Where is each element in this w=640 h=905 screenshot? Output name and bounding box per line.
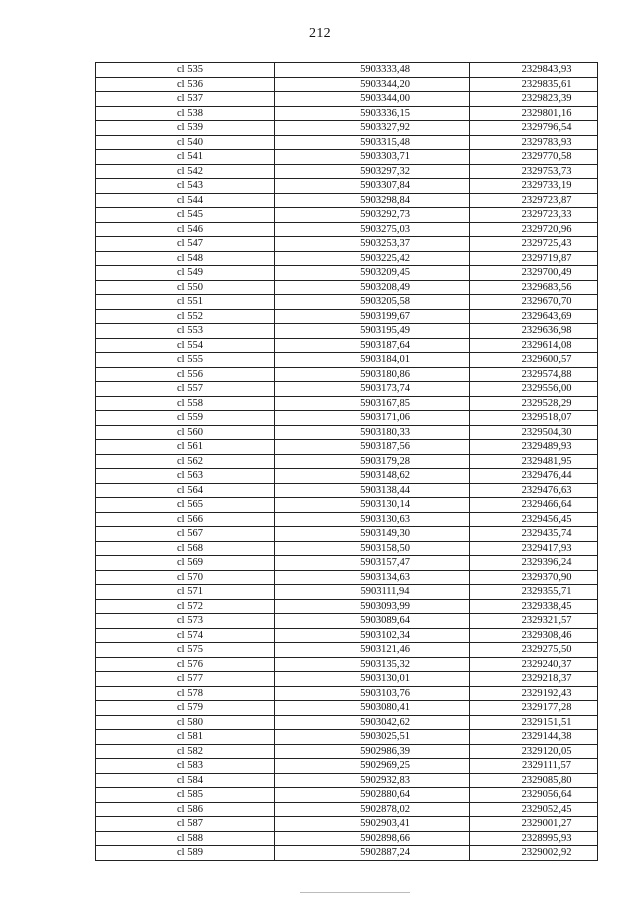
y-coordinate-cell: 2329056,64 (470, 788, 598, 803)
y-coordinate-cell: 2329753,73 (470, 164, 598, 179)
x-coordinate-cell: 5903135,32 (275, 657, 470, 672)
point-id-cell: cl 557 (96, 382, 275, 397)
y-coordinate-cell: 2329240,37 (470, 657, 598, 672)
point-id-cell: cl 579 (96, 701, 275, 716)
y-coordinate-cell: 2329643,69 (470, 309, 598, 324)
y-coordinate-cell: 2329835,61 (470, 77, 598, 92)
table-row (96, 672, 598, 687)
table-row (96, 788, 598, 803)
table-row (96, 715, 598, 730)
y-coordinate-cell: 2329823,39 (470, 92, 598, 107)
point-id-cell: cl 588 (96, 831, 275, 846)
y-coordinate-cell: 2329801,16 (470, 106, 598, 121)
y-coordinate-cell: 2329002,92 (470, 846, 598, 861)
x-coordinate-cell: 5903138,44 (275, 483, 470, 498)
table-row (96, 744, 598, 759)
table-row (96, 469, 598, 484)
point-id-cell: cl 562 (96, 454, 275, 469)
y-coordinate-cell: 2329370,90 (470, 570, 598, 585)
y-coordinate-cell: 2329111,57 (470, 759, 598, 774)
table-row (96, 643, 598, 658)
page-number: 212 (309, 26, 331, 41)
x-coordinate-cell: 5902932,83 (275, 773, 470, 788)
y-coordinate-cell: 2329476,63 (470, 483, 598, 498)
coordinates-table-body (96, 63, 598, 861)
point-id-cell: cl 553 (96, 324, 275, 339)
x-coordinate-cell: 5903344,00 (275, 92, 470, 107)
y-coordinate-cell: 2329556,00 (470, 382, 598, 397)
y-coordinate-cell: 2329700,49 (470, 266, 598, 281)
x-coordinate-cell: 5903134,63 (275, 570, 470, 585)
y-coordinate-cell: 2329481,95 (470, 454, 598, 469)
x-coordinate-cell: 5903187,64 (275, 338, 470, 353)
point-id-cell: cl 561 (96, 440, 275, 455)
x-coordinate-cell: 5903148,62 (275, 469, 470, 484)
y-coordinate-cell: 2329321,57 (470, 614, 598, 629)
y-coordinate-cell: 2329733,19 (470, 179, 598, 194)
table-row (96, 454, 598, 469)
point-id-cell: cl 587 (96, 817, 275, 832)
point-id-cell: cl 538 (96, 106, 275, 121)
table-row (96, 527, 598, 542)
y-coordinate-cell: 2329218,37 (470, 672, 598, 687)
x-coordinate-cell: 5903180,33 (275, 425, 470, 440)
table-row (96, 556, 598, 571)
table-row (96, 585, 598, 600)
y-coordinate-cell: 2329085,80 (470, 773, 598, 788)
x-coordinate-cell: 5902878,02 (275, 802, 470, 817)
point-id-cell: cl 568 (96, 541, 275, 556)
y-coordinate-cell: 2329052,45 (470, 802, 598, 817)
point-id-cell: cl 560 (96, 425, 275, 440)
x-coordinate-cell: 5903209,45 (275, 266, 470, 281)
table-row (96, 498, 598, 513)
table-row (96, 324, 598, 339)
x-coordinate-cell: 5903180,86 (275, 367, 470, 382)
x-coordinate-cell: 5903344,20 (275, 77, 470, 92)
point-id-cell: cl 540 (96, 135, 275, 150)
y-coordinate-cell: 2329574,88 (470, 367, 598, 382)
table-row (96, 396, 598, 411)
x-coordinate-cell: 5903158,50 (275, 541, 470, 556)
y-coordinate-cell: 2329275,50 (470, 643, 598, 658)
point-id-cell: cl 559 (96, 411, 275, 426)
point-id-cell: cl 545 (96, 208, 275, 223)
point-id-cell: cl 570 (96, 570, 275, 585)
table-row (96, 846, 598, 861)
table-row (96, 831, 598, 846)
point-id-cell: cl 563 (96, 469, 275, 484)
table-row (96, 614, 598, 629)
point-id-cell: cl 541 (96, 150, 275, 165)
x-coordinate-cell: 5903111,94 (275, 585, 470, 600)
x-coordinate-cell: 5903307,84 (275, 179, 470, 194)
table-row (96, 121, 598, 136)
x-coordinate-cell: 5903297,32 (275, 164, 470, 179)
y-coordinate-cell: 2329355,71 (470, 585, 598, 600)
x-coordinate-cell: 5903327,92 (275, 121, 470, 136)
table-row (96, 135, 598, 150)
table-row (96, 106, 598, 121)
y-coordinate-cell: 2329600,57 (470, 353, 598, 368)
table-row (96, 367, 598, 382)
table-row (96, 280, 598, 295)
point-id-cell: cl 576 (96, 657, 275, 672)
point-id-cell: cl 556 (96, 367, 275, 382)
y-coordinate-cell: 2329770,58 (470, 150, 598, 165)
y-coordinate-cell: 2329456,45 (470, 512, 598, 527)
table-row (96, 686, 598, 701)
point-id-cell: cl 564 (96, 483, 275, 498)
point-id-cell: cl 582 (96, 744, 275, 759)
point-id-cell: cl 543 (96, 179, 275, 194)
y-coordinate-cell: 2329308,46 (470, 628, 598, 643)
y-coordinate-cell: 2329528,29 (470, 396, 598, 411)
table-row (96, 541, 598, 556)
table-row (96, 802, 598, 817)
y-coordinate-cell: 2329151,51 (470, 715, 598, 730)
y-coordinate-cell: 2329783,93 (470, 135, 598, 150)
point-id-cell: cl 584 (96, 773, 275, 788)
y-coordinate-cell: 2329396,24 (470, 556, 598, 571)
x-coordinate-cell: 5903130,14 (275, 498, 470, 513)
y-coordinate-cell: 2329001,27 (470, 817, 598, 832)
y-coordinate-cell: 2329504,30 (470, 425, 598, 440)
x-coordinate-cell: 5903303,71 (275, 150, 470, 165)
table-row (96, 237, 598, 252)
x-coordinate-cell: 5903298,84 (275, 193, 470, 208)
table-row (96, 657, 598, 672)
y-coordinate-cell: 2329417,93 (470, 541, 598, 556)
y-coordinate-cell: 2329636,98 (470, 324, 598, 339)
point-id-cell: cl 578 (96, 686, 275, 701)
x-coordinate-cell: 5903253,37 (275, 237, 470, 252)
x-coordinate-cell: 5903080,41 (275, 701, 470, 716)
point-id-cell: cl 536 (96, 77, 275, 92)
y-coordinate-cell: 2329120,05 (470, 744, 598, 759)
point-id-cell: cl 581 (96, 730, 275, 745)
y-coordinate-cell: 2329796,54 (470, 121, 598, 136)
y-coordinate-cell: 2329338,45 (470, 599, 598, 614)
x-coordinate-cell: 5903102,34 (275, 628, 470, 643)
x-coordinate-cell: 5903103,76 (275, 686, 470, 701)
table-row (96, 193, 598, 208)
table-row (96, 773, 598, 788)
table-row (96, 570, 598, 585)
point-id-cell: cl 566 (96, 512, 275, 527)
point-id-cell: cl 571 (96, 585, 275, 600)
point-id-cell: cl 537 (96, 92, 275, 107)
point-id-cell: cl 549 (96, 266, 275, 281)
point-id-cell: cl 554 (96, 338, 275, 353)
x-coordinate-cell: 5903195,49 (275, 324, 470, 339)
y-coordinate-cell: 2329723,87 (470, 193, 598, 208)
x-coordinate-cell: 5902880,64 (275, 788, 470, 803)
point-id-cell: cl 585 (96, 788, 275, 803)
x-coordinate-cell: 5903179,28 (275, 454, 470, 469)
table-row (96, 208, 598, 223)
y-coordinate-cell: 2329476,44 (470, 469, 598, 484)
table-row (96, 92, 598, 107)
table-row (96, 295, 598, 310)
point-id-cell: cl 567 (96, 527, 275, 542)
x-coordinate-cell: 5903173,74 (275, 382, 470, 397)
point-id-cell: cl 552 (96, 309, 275, 324)
point-id-cell: cl 589 (96, 846, 275, 861)
y-coordinate-cell: 2329435,74 (470, 527, 598, 542)
x-coordinate-cell: 5903275,03 (275, 222, 470, 237)
table-row (96, 164, 598, 179)
point-id-cell: cl 569 (96, 556, 275, 571)
table-row (96, 309, 598, 324)
table-row (96, 440, 598, 455)
y-coordinate-cell: 2329719,87 (470, 251, 598, 266)
x-coordinate-cell: 5903093,99 (275, 599, 470, 614)
y-coordinate-cell: 2329489,93 (470, 440, 598, 455)
x-coordinate-cell: 5903225,42 (275, 251, 470, 266)
x-coordinate-cell: 5902969,25 (275, 759, 470, 774)
table-row (96, 411, 598, 426)
point-id-cell: cl 586 (96, 802, 275, 817)
point-id-cell: cl 551 (96, 295, 275, 310)
table-row (96, 338, 598, 353)
x-coordinate-cell: 5902903,41 (275, 817, 470, 832)
y-coordinate-cell: 2328995,93 (470, 831, 598, 846)
table-row (96, 150, 598, 165)
x-coordinate-cell: 5903187,56 (275, 440, 470, 455)
y-coordinate-cell: 2329723,33 (470, 208, 598, 223)
point-id-cell: cl 572 (96, 599, 275, 614)
x-coordinate-cell: 5903042,62 (275, 715, 470, 730)
x-coordinate-cell: 5903292,73 (275, 208, 470, 223)
x-coordinate-cell: 5903333,48 (275, 63, 470, 78)
x-coordinate-cell: 5903157,47 (275, 556, 470, 571)
table-row (96, 266, 598, 281)
point-id-cell: cl 558 (96, 396, 275, 411)
table-row (96, 353, 598, 368)
table-row (96, 251, 598, 266)
table-row (96, 382, 598, 397)
point-id-cell: cl 547 (96, 237, 275, 252)
x-coordinate-cell: 5903149,30 (275, 527, 470, 542)
y-coordinate-cell: 2329614,08 (470, 338, 598, 353)
y-coordinate-cell: 2329518,07 (470, 411, 598, 426)
x-coordinate-cell: 5902887,24 (275, 846, 470, 861)
x-coordinate-cell: 5903089,64 (275, 614, 470, 629)
point-id-cell: cl 542 (96, 164, 275, 179)
y-coordinate-cell: 2329670,70 (470, 295, 598, 310)
x-coordinate-cell: 5903336,15 (275, 106, 470, 121)
x-coordinate-cell: 5903315,48 (275, 135, 470, 150)
point-id-cell: cl 546 (96, 222, 275, 237)
x-coordinate-cell: 5903199,67 (275, 309, 470, 324)
x-coordinate-cell: 5903130,63 (275, 512, 470, 527)
table-row (96, 628, 598, 643)
table-row (96, 179, 598, 194)
y-coordinate-cell: 2329720,96 (470, 222, 598, 237)
point-id-cell: cl 580 (96, 715, 275, 730)
y-coordinate-cell: 2329683,56 (470, 280, 598, 295)
x-coordinate-cell: 5903208,49 (275, 280, 470, 295)
point-id-cell: cl 550 (96, 280, 275, 295)
x-coordinate-cell: 5903130,01 (275, 672, 470, 687)
point-id-cell: cl 575 (96, 643, 275, 658)
point-id-cell: cl 574 (96, 628, 275, 643)
x-coordinate-cell: 5903184,01 (275, 353, 470, 368)
table-row (96, 425, 598, 440)
table-row (96, 63, 598, 78)
x-coordinate-cell: 5903167,85 (275, 396, 470, 411)
y-coordinate-cell: 2329144,38 (470, 730, 598, 745)
point-id-cell: cl 555 (96, 353, 275, 368)
x-coordinate-cell: 5903025,51 (275, 730, 470, 745)
x-coordinate-cell: 5902898,66 (275, 831, 470, 846)
table-row (96, 817, 598, 832)
point-id-cell: cl 539 (96, 121, 275, 136)
table-row (96, 77, 598, 92)
y-coordinate-cell: 2329725,43 (470, 237, 598, 252)
table-row (96, 512, 598, 527)
x-coordinate-cell: 5903205,58 (275, 295, 470, 310)
table-row (96, 730, 598, 745)
coordinates-table (95, 62, 598, 861)
x-coordinate-cell: 5902986,39 (275, 744, 470, 759)
table-row (96, 599, 598, 614)
x-coordinate-cell: 5903171,06 (275, 411, 470, 426)
point-id-cell: cl 573 (96, 614, 275, 629)
table-row (96, 222, 598, 237)
point-id-cell: cl 544 (96, 193, 275, 208)
table-row (96, 483, 598, 498)
point-id-cell: cl 577 (96, 672, 275, 687)
point-id-cell: cl 548 (96, 251, 275, 266)
y-coordinate-cell: 2329177,28 (470, 701, 598, 716)
point-id-cell: cl 535 (96, 63, 275, 78)
point-id-cell: cl 565 (96, 498, 275, 513)
y-coordinate-cell: 2329466,64 (470, 498, 598, 513)
y-coordinate-cell: 2329843,93 (470, 63, 598, 78)
table-row (96, 759, 598, 774)
x-coordinate-cell: 5903121,46 (275, 643, 470, 658)
y-coordinate-cell: 2329192,43 (470, 686, 598, 701)
scan-artifact-line (300, 892, 410, 893)
point-id-cell: cl 583 (96, 759, 275, 774)
table-row (96, 701, 598, 716)
